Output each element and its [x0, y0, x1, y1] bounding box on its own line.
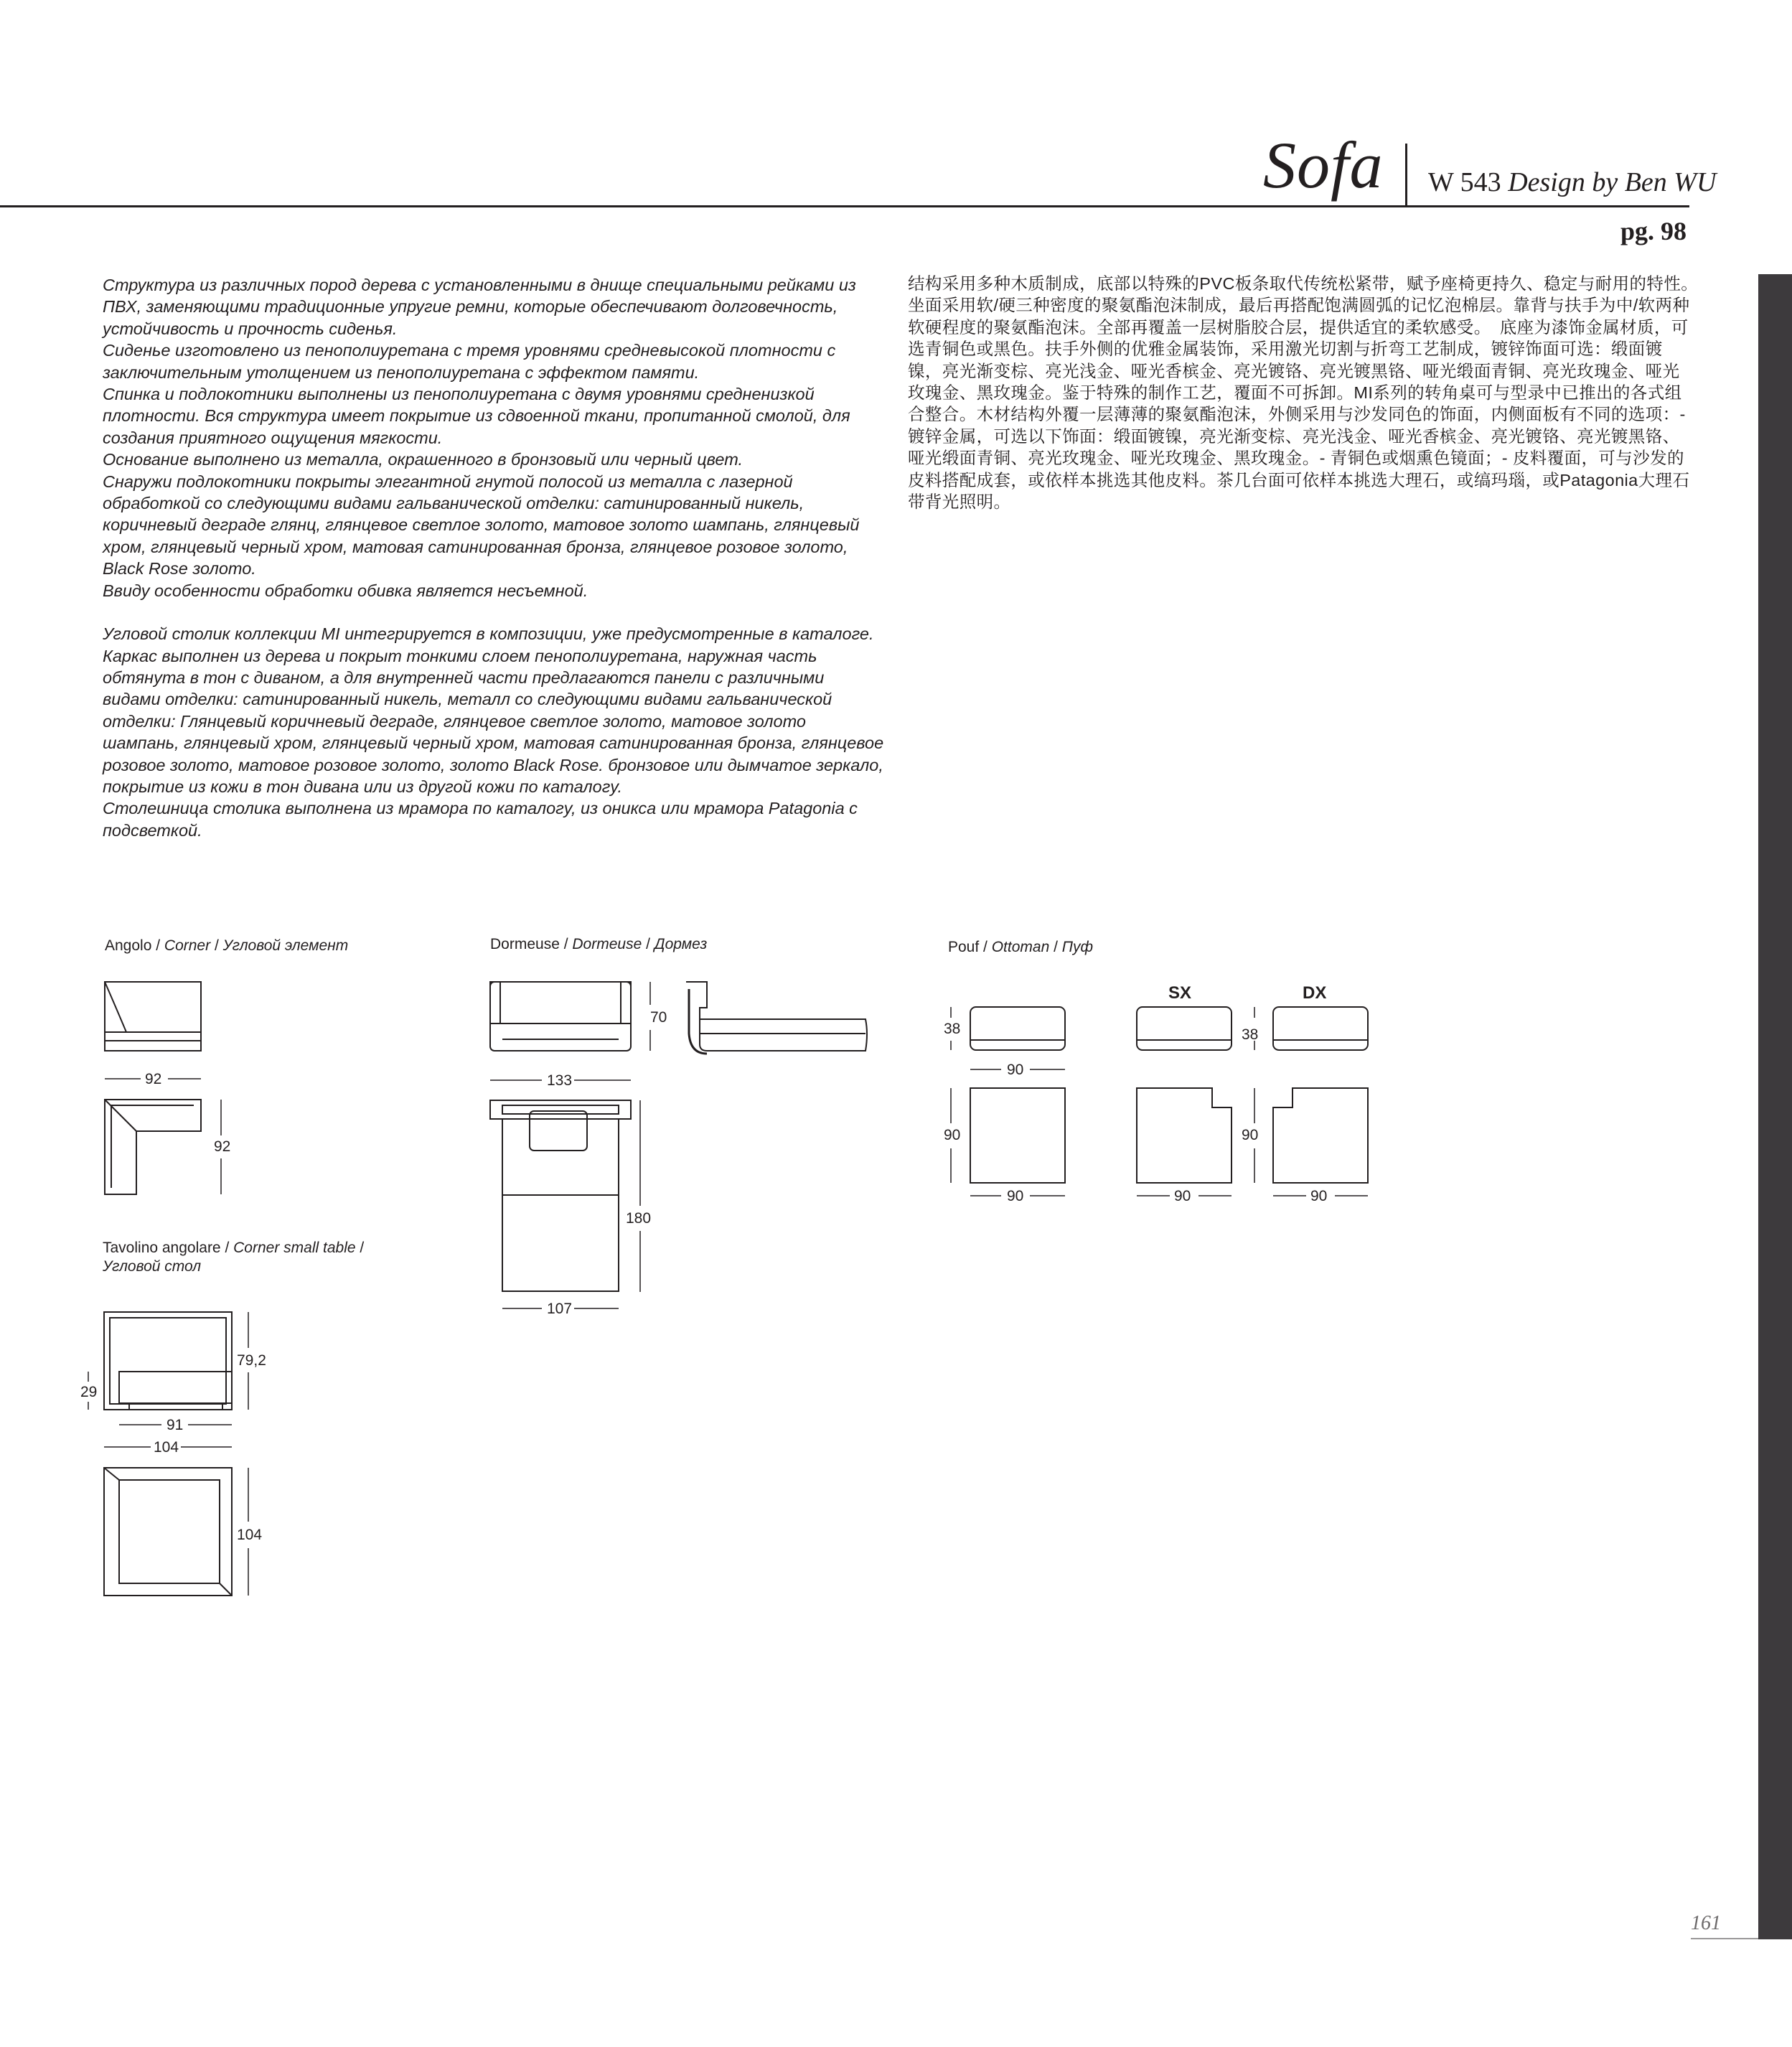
caption-corner-table: Tavolino angolare / Corner small table / Угловой стол: [103, 1240, 365, 1275]
caption-dormeuse: Dormeuse / Dormeuse / Дормез: [490, 936, 708, 952]
dim-label: 107: [547, 1301, 573, 1317]
pouf-dx-front-view: [1273, 1007, 1368, 1050]
ru-paragraph: Сиденье изготовлено из пенополиуретана с тремя уровнями средневысокой плотности с заключительным утолщением из пенополиуретана с эффектом памяти.: [103, 341, 836, 382]
caption-pouf: Pouf / Ottoman / Пуф: [948, 939, 1094, 955]
dim-label: 90: [1310, 1188, 1328, 1204]
ru-paragraph: Ввиду особенности обработки обивка является несъемной.: [103, 581, 588, 600]
page-title: Sofa: [1263, 128, 1384, 202]
dormeuse-side-view: [686, 982, 867, 1054]
ru-paragraph: Структура из различных пород дерева с установленными в днище специальными рейками из ПВХ, заменяющими традиционные упругие ремни, которые обеспечивают долговечность, устойчивость и прочность сиденья.: [103, 276, 856, 338]
folio-rule: [1691, 1938, 1758, 1939]
corner-plan-view: [105, 1100, 201, 1194]
pouf-dx-plan-view: [1273, 1088, 1368, 1183]
pouf-dx-label: DX: [1303, 983, 1327, 1003]
dim-label: 180: [626, 1210, 652, 1227]
dim-label: 90: [944, 1127, 961, 1143]
dim-label: 92: [214, 1138, 231, 1155]
dim-label: 70: [650, 1009, 667, 1026]
ru-paragraph: Снаружи подлокотники покрыты элегантной гнутой полосой из металла с лазерной обработкой со следующими видами гальванической отделки: сатинированный никель, коричневый деграде глянц, глянцевое светлое золото, матовое золото шампань, глянцевый хром, глянцевый черный хром, матовая сатинированная бронза, глянцевое розовое золото, Black Rose золото.: [103, 472, 860, 578]
model-code: W 543: [1428, 167, 1501, 197]
dim-label: 104: [237, 1527, 263, 1543]
corner-table-plan-view: [104, 1468, 232, 1596]
caption-corner: Angolo / Corner / Угловой элемент: [105, 937, 349, 954]
pouf-sx-front-view: [1137, 1007, 1232, 1050]
dim-label: 92: [145, 1071, 162, 1087]
pouf-sx-plan-view: [1137, 1088, 1232, 1183]
ru-paragraph: Спинка и подлокотники выполнены из пенополиуретана с двумя уровнями средненизкой плотности. Вся структура имеет покрытие из сдвоенной ткани, пропитанной смолой, для создания приятного ощущения мягкости.: [103, 385, 850, 447]
dim-label: 90: [1242, 1127, 1259, 1143]
pouf-front-view: [970, 1007, 1065, 1050]
design-credit: Design by Ben WU: [1508, 167, 1717, 197]
page-reference: pg. 98: [1620, 217, 1687, 245]
page-number: 161: [1691, 1912, 1721, 1934]
dim-label: 104: [154, 1439, 179, 1456]
dim-label: 90: [1007, 1062, 1024, 1078]
dim-label: 29: [80, 1384, 98, 1400]
pouf-plan-view: [970, 1088, 1065, 1183]
corner-front-view: [105, 982, 201, 1051]
dormeuse-front-view: [490, 982, 631, 1051]
dim-label: 91: [166, 1417, 184, 1433]
ru-paragraph: Столешница столика выполнена из мрамора по каталогу, из оникса или мрамора Patagonia с подсветкой.: [103, 799, 858, 840]
ru-paragraph: Основание выполнено из металла, окрашенного в бронзовый или черный цвет.: [103, 450, 743, 469]
dim-label: 79,2: [237, 1352, 266, 1369]
dim-label: 133: [547, 1072, 573, 1089]
dim-label: 38: [944, 1021, 961, 1037]
dim-label: 38: [1242, 1026, 1259, 1043]
dormeuse-plan-view: [490, 1100, 631, 1291]
pouf-sx-label: SX: [1168, 983, 1192, 1003]
ru-paragraph: Угловой столик коллекции MI интегрируется в композиции, уже предусмотренные в каталоге. Каркас выполнен из дерева и покрыт тонкими слоем пенополиуретана, наружная часть обтянута в тон с диваном, а для внутренней части предлагаются панели с различными видами отделки: сатинированный никель, металл со следующими видами гальванической отделки: Глянцевый коричневый деграде, глянцевое светлое золото, матовое золото шампань, глянцевый хром, глянцевый черный хром, матовая сатинированная бронза, глянцевое розовое золото, матовое розовое золото, золото Black Rose. бронзовое или дымчатое зеркало, покрытие из кожи в тон дивана или из другой кожи по каталогу.: [103, 624, 884, 796]
corner-table-front-view: [104, 1312, 232, 1410]
zh-paragraph: 结构采用多种木质制成，底部以特殊的PVC板条取代传统松紧带，赋予座椅更持久、稳定与耐用的特性。 坐面采用软/硬三种密度的聚氨酯泡沫制成，最后再搭配饱满圆弧的记忆泡棉层。靠背与扶手为中/软两种软硬程度的聚氨酯泡沫。全部再覆盖一层树脂胶合层，提供适宜的柔软感受。 底座为漆饰金属材质，可选青铜色或黑色。扶手外侧的优雅金属装饰，采用激光切割与折弯工艺制成，镀锌饰面可选：缎面镀镍，亮光渐变棕、亮光浅金、哑光香槟金、亮光镀铬、亮光镀黑铬、哑光缎面青铜、亮光玫瑰金、哑光玫瑰金、黑玫瑰金。鉴于特殊的制作工艺，覆面不可拆卸。MI系列的转角桌可与型录中已推出的各式组合整合。木材结构外覆一层薄薄的聚氨酯泡沫，外侧采用与沙发同色的饰面，内侧面板有不同的选项：- 镀锌金属，可选以下饰面：缎面镀镍，亮光渐变棕、亮光浅金、哑光香槟金、亮光镀铬、亮光镀黑铬、哑光缎面青铜、亮光玫瑰金、哑光玫瑰金、黑玫瑰金。- 青铜色或烟熏色镜面；- 皮料覆面，可与沙发的皮料搭配成套，或依样本挑选其他皮料。茶几台面可依样本挑选大理石，或缟玛瑙，或Patagonia大理石带背光照明。: [908, 274, 1707, 512]
dim-label: 90: [1174, 1188, 1191, 1204]
dim-label: 90: [1007, 1188, 1024, 1204]
